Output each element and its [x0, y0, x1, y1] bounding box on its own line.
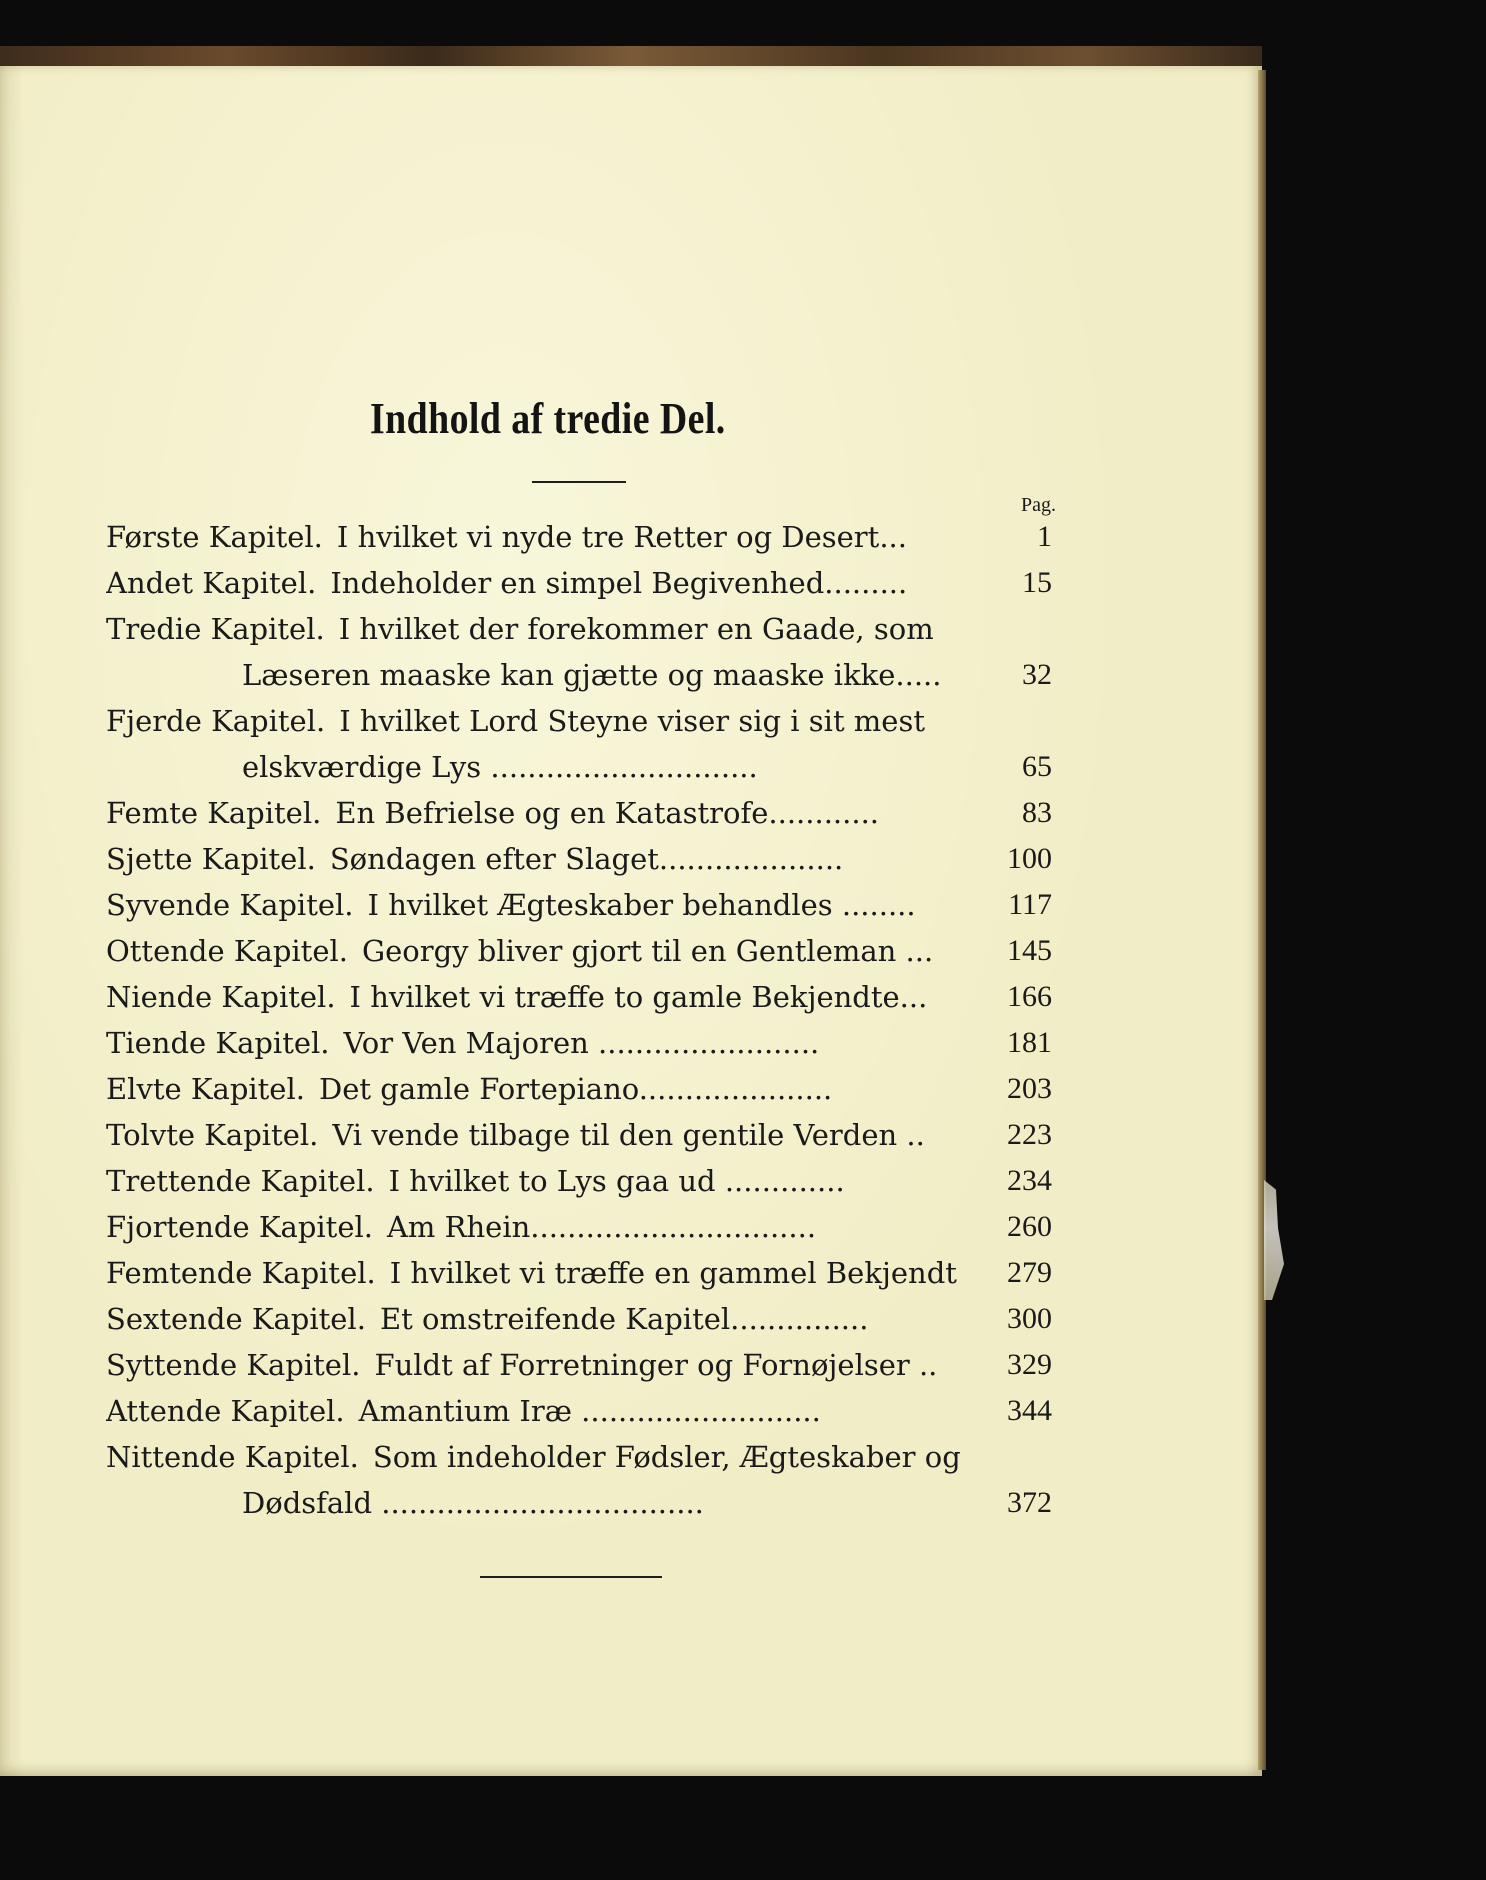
chapter-description: I hvilket Ægteskaber behandles ........	[367, 888, 916, 922]
toc-line	[106, 1434, 1052, 1480]
toc-line	[106, 560, 1052, 606]
chapter-label: Elvte Kapitel.	[106, 1072, 305, 1106]
chapter-description: Indeholder en simpel Begivenhed.........	[330, 566, 908, 600]
chapter-description: Et omstreifende Kapitel...............	[379, 1302, 869, 1336]
page-number: 372	[1007, 1486, 1052, 1519]
chapter-description: Dødsfald ...................................	[242, 1486, 704, 1520]
chapter-description: I hvilket vi træffe en gammel Bekjendt	[389, 1256, 957, 1290]
toc-line	[106, 928, 1052, 974]
toc-line	[106, 606, 1052, 652]
toc-line-text	[106, 606, 992, 652]
chapter-description: Læseren maaske kan gjætte og maaske ikke.....	[242, 658, 942, 692]
toc-line	[106, 1204, 1052, 1250]
toc-line-text	[106, 698, 992, 744]
chapter-description: Vor Ven Majoren ........................	[343, 1026, 820, 1060]
chapter-label: Tolvte Kapitel.	[106, 1118, 319, 1152]
toc-line	[106, 1066, 1052, 1112]
toc-line	[106, 882, 1052, 928]
page-number: 344	[1007, 1394, 1052, 1427]
toc-line	[106, 1296, 1052, 1342]
page-title: Indhold af tredie Del.	[370, 394, 726, 443]
page-number: 117	[1008, 888, 1052, 921]
toc-line	[106, 974, 1052, 1020]
title-divider	[532, 481, 626, 483]
page-number: 83	[1022, 796, 1052, 829]
chapter-description: Amantium Iræ ..........................	[358, 1394, 821, 1428]
toc-line	[106, 1158, 1052, 1204]
page-number: 100	[1007, 842, 1052, 875]
chapter-description: elskværdige Lys .............................	[242, 750, 758, 784]
toc-line	[106, 744, 1052, 790]
chapter-label: Fjortende Kapitel.	[106, 1210, 373, 1244]
toc-line-text	[242, 744, 992, 790]
toc-line-text	[106, 1388, 992, 1434]
toc-line	[106, 1020, 1052, 1066]
chapter-label: Trettende Kapitel.	[106, 1164, 375, 1198]
chapter-label: Første Kapitel.	[106, 520, 323, 554]
toc-line-text	[106, 1204, 992, 1250]
page-number: 260	[1007, 1210, 1052, 1243]
page-number: 279	[1007, 1256, 1052, 1289]
page-number: 234	[1007, 1164, 1052, 1197]
toc-line-text	[106, 790, 992, 836]
chapter-label: Femtende Kapitel.	[106, 1256, 376, 1290]
chapter-label: Attende Kapitel.	[106, 1394, 345, 1428]
toc-line-text	[106, 836, 992, 882]
toc-line-text	[106, 928, 992, 974]
chapter-description: I hvilket Lord Steyne viser sig i sit mest	[339, 704, 926, 738]
page-number: 65	[1022, 750, 1052, 783]
chapter-label: Sjette Kapitel.	[106, 842, 316, 876]
page-number: 203	[1007, 1072, 1052, 1105]
toc-line-text	[106, 1434, 992, 1480]
page-number: 223	[1007, 1118, 1052, 1151]
chapter-label: Fjerde Kapitel.	[106, 704, 326, 738]
page-number: 1	[1037, 520, 1052, 553]
chapter-label: Femte Kapitel.	[106, 796, 322, 830]
chapter-description: I hvilket vi nyde tre Retter og Desert...	[336, 520, 907, 554]
page-column-label: Pag.	[1021, 494, 1056, 516]
toc-line-text	[106, 974, 992, 1020]
chapter-description: Det gamle Fortepiano.....................	[318, 1072, 833, 1106]
toc-line-text	[106, 1250, 992, 1296]
page-edge	[1258, 70, 1266, 1770]
chapter-label: Syttende Kapitel.	[106, 1348, 361, 1382]
toc-line	[106, 1480, 1052, 1526]
toc-line	[106, 790, 1052, 836]
toc-line-text	[106, 1112, 992, 1158]
chapter-label: Sextende Kapitel.	[106, 1302, 366, 1336]
toc-line-text	[106, 1342, 992, 1388]
toc-line-text	[106, 882, 992, 928]
toc-line-text	[106, 560, 992, 606]
toc-line-text	[106, 1020, 992, 1066]
chapter-description: Vi vende tilbage til den gentile Verden ..	[332, 1118, 925, 1152]
closing-divider	[480, 1576, 662, 1578]
chapter-description: Søndagen efter Slaget....................	[329, 842, 844, 876]
chapter-label: Nittende Kapitel.	[106, 1440, 359, 1474]
chapter-description: Am Rhein...............................	[386, 1210, 817, 1244]
page-number: 181	[1007, 1026, 1052, 1059]
chapter-label: Andet Kapitel.	[106, 566, 317, 600]
chapter-label: Ottende Kapitel.	[106, 934, 348, 968]
page-tab-fragment	[1264, 1180, 1284, 1300]
chapter-description: En Befrielse og en Katastrofe............	[335, 796, 880, 830]
chapter-description: Georgy bliver gjort til en Gentleman ...	[361, 934, 934, 968]
chapter-label: Tiende Kapitel.	[106, 1026, 330, 1060]
toc-line-text	[106, 1066, 992, 1112]
chapter-label: Niende Kapitel.	[106, 980, 336, 1014]
page-number: 329	[1007, 1348, 1052, 1381]
table-of-contents	[106, 514, 1052, 1526]
toc-line	[106, 514, 1052, 560]
page-number: 145	[1007, 934, 1052, 967]
chapter-description: I hvilket to Lys gaa ud .............	[388, 1164, 845, 1198]
toc-line-text	[106, 514, 992, 560]
toc-line-text	[106, 1296, 992, 1342]
chapter-label: Syvende Kapitel.	[106, 888, 354, 922]
toc-line-text	[242, 652, 992, 698]
page-number: 15	[1022, 566, 1052, 599]
toc-line	[106, 1388, 1052, 1434]
page-number: 166	[1007, 980, 1052, 1013]
page-number: 300	[1007, 1302, 1052, 1335]
toc-line-text	[242, 1480, 992, 1526]
toc-line	[106, 1342, 1052, 1388]
chapter-description: Fuldt af Forretninger og Fornøjelser ..	[374, 1348, 938, 1382]
chapter-label: Tredie Kapitel.	[106, 612, 325, 646]
page-number: 32	[1022, 658, 1052, 691]
toc-line	[106, 1250, 1052, 1296]
chapter-description: I hvilket der forekommer en Gaade, som	[338, 612, 934, 646]
chapter-description: I hvilket vi træffe to gamle Bekjendte...	[349, 980, 928, 1014]
toc-line	[106, 1112, 1052, 1158]
toc-line	[106, 836, 1052, 882]
chapter-description: Som indeholder Fødsler, Ægteskaber og	[372, 1440, 961, 1474]
toc-line-text	[106, 1158, 992, 1204]
toc-line	[106, 698, 1052, 744]
toc-line	[106, 652, 1052, 698]
